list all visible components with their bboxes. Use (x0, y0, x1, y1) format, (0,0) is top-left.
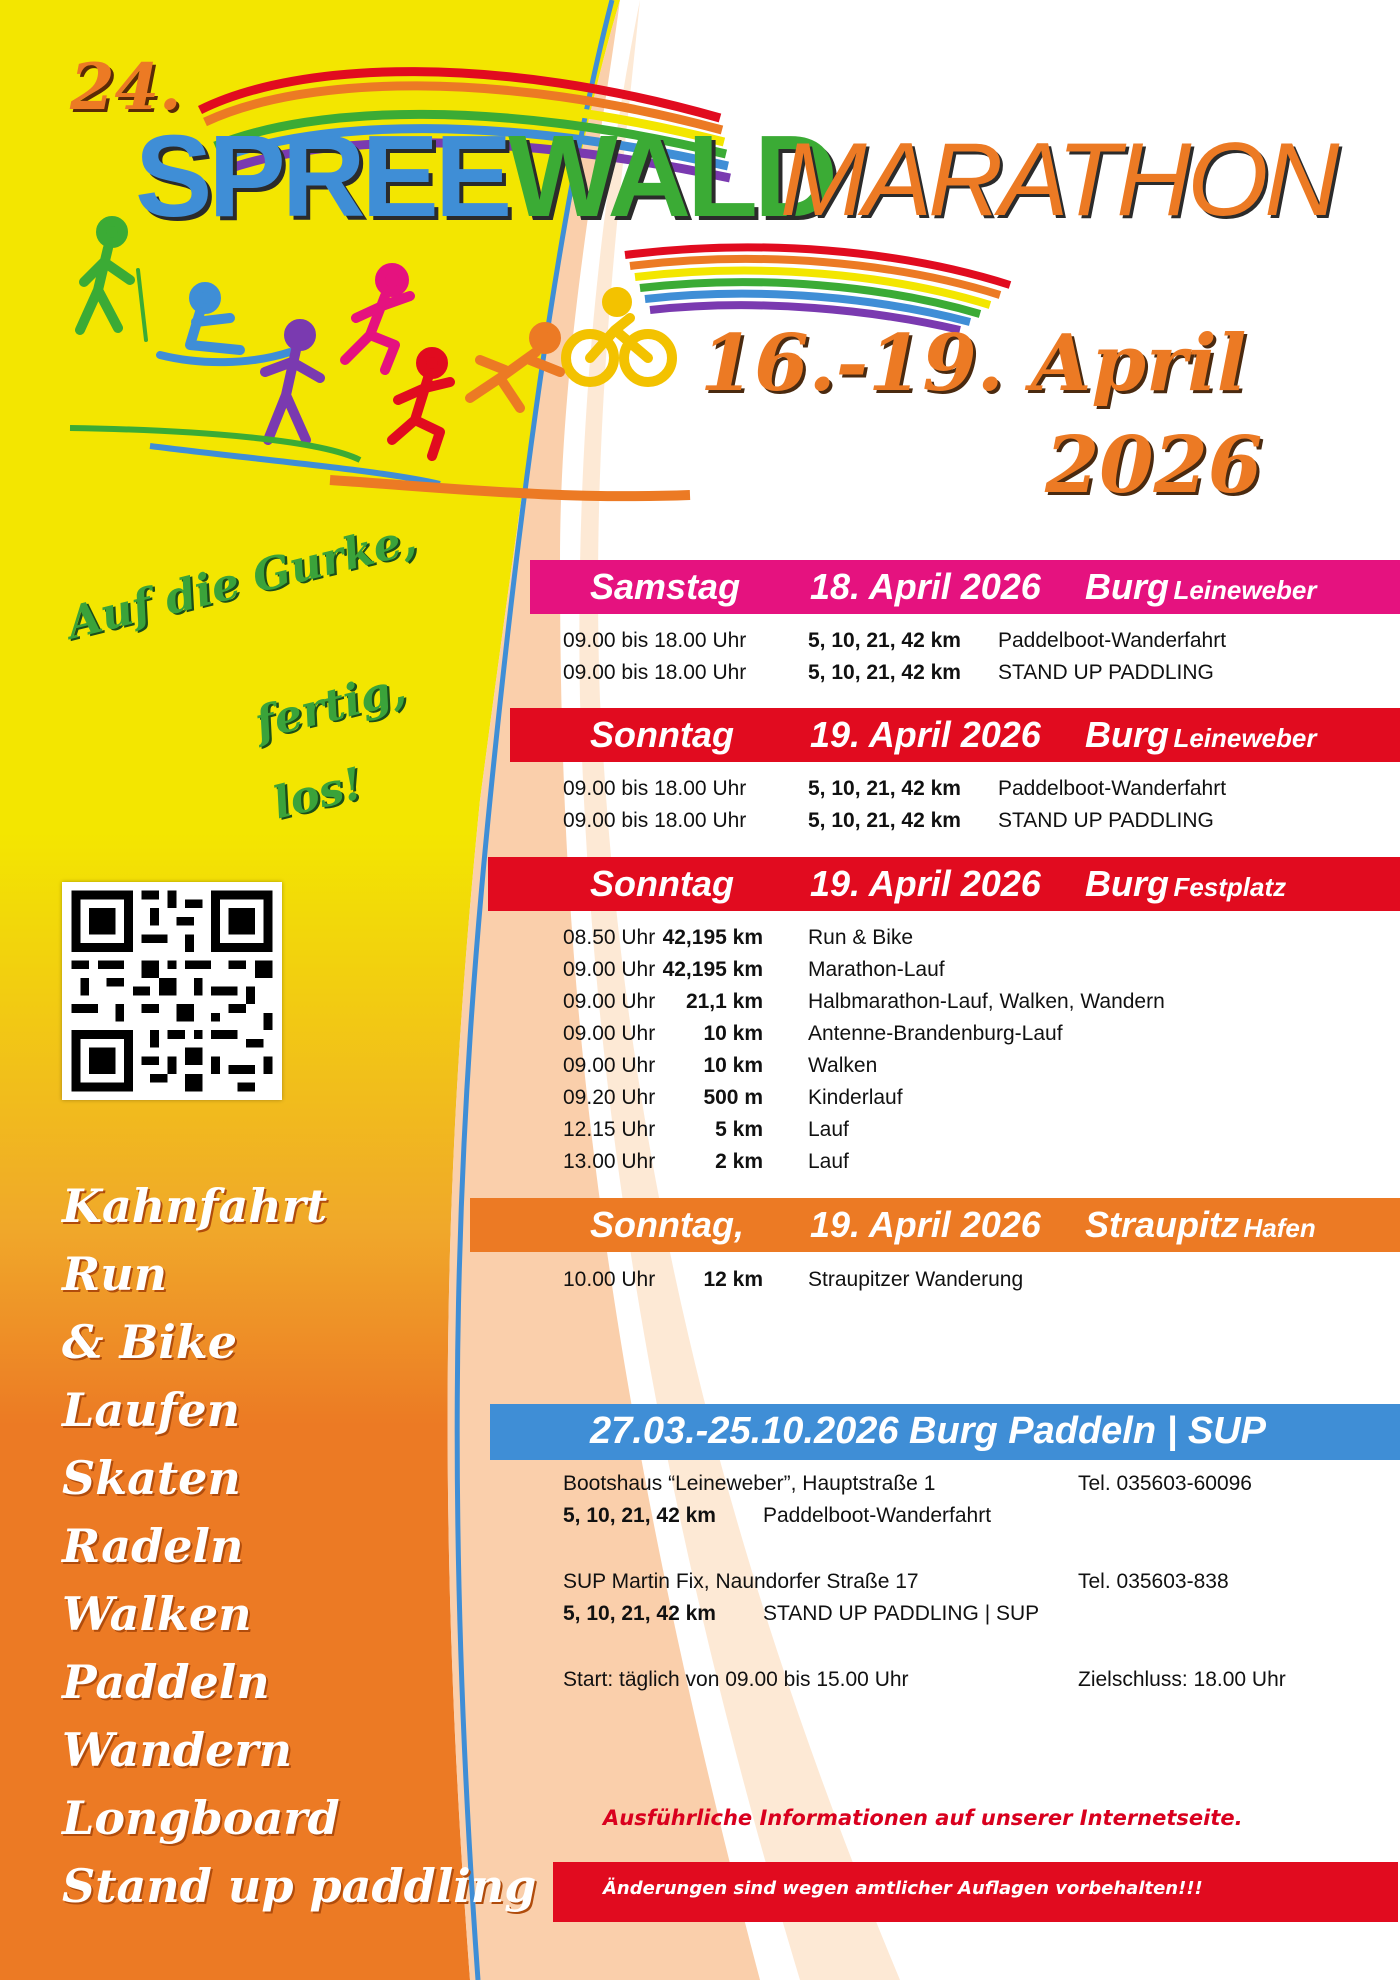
title-part-spree: SPREE (135, 111, 509, 241)
section-date: 19. April 2026 (810, 714, 1041, 755)
section-location: Straupitz (1085, 1204, 1240, 1245)
row-time: 09.00 bis 18.00 Uhr (563, 661, 747, 684)
row-time: 09.00 Uhr (563, 1054, 656, 1077)
section-sublocation: Leineweber (1173, 723, 1317, 753)
activities-list (62, 1172, 582, 1920)
row-time: 09.20 Uhr (563, 1086, 656, 1109)
venue2-address: SUP Martin Fix, Naundorfer Straße 17 (563, 1570, 919, 1593)
venue2-distance: 5, 10, 21, 42 km (563, 1602, 716, 1625)
row-distance: 42,195 km (662, 958, 763, 981)
row-distance: 5 km (715, 1118, 763, 1141)
section-header-sunday-straupitz (470, 1198, 1400, 1252)
venue1-address: Bootshaus “Leineweber”, Hauptstraße 1 (563, 1472, 936, 1495)
section-location: Burg (1085, 714, 1169, 755)
row-distance: 5, 10, 21, 42 km (808, 661, 961, 684)
activity-item: Longboard (62, 1791, 340, 1845)
activity-item: Kahnfahrt (62, 1179, 328, 1233)
section-day: Sonntag (590, 714, 734, 755)
slogan-line-2: fertig, (250, 662, 412, 750)
activity-item: Laufen (62, 1383, 241, 1437)
finish-time: Zielschluss: 18.00 Uhr (1078, 1668, 1286, 1691)
row-event: Paddelboot-Wanderfahrt (998, 777, 1227, 800)
row-distance: 5, 10, 21, 42 km (808, 629, 961, 652)
row-event: Kinderlauf (808, 1086, 903, 1109)
event-year: 2026 (1045, 420, 1263, 511)
row-event: Antenne-Brandenburg-Lauf (808, 1022, 1063, 1045)
season-header (490, 1404, 1400, 1460)
row-time: 13.00 Uhr (563, 1150, 656, 1173)
venue2-phone: Tel. 035603-838 (1078, 1570, 1229, 1593)
row-distance: 500 m (703, 1086, 763, 1109)
season-title: 27.03.-25.10.2026 Burg Paddeln | SUP (590, 1410, 1266, 1452)
row-time: 09.00 Uhr (563, 990, 656, 1013)
section-day: Sonntag, (590, 1204, 744, 1245)
event-title (135, 111, 834, 241)
qr-code-graphic (62, 882, 282, 1100)
start-times: Start: täglich von 09.00 bis 15.00 Uhr (563, 1668, 909, 1691)
row-distance: 5, 10, 21, 42 km (808, 777, 961, 800)
row-event: Halbmarathon-Lauf, Walken, Wandern (808, 990, 1165, 1013)
section-date: 19. April 2026 (810, 1204, 1041, 1245)
row-event: Run & Bike (808, 926, 914, 949)
activity-item: Radeln (62, 1519, 244, 1573)
section-date: 19. April 2026 (810, 863, 1041, 904)
row-distance: 42,195 km (662, 926, 763, 949)
row-event: Paddelboot-Wanderfahrt (998, 629, 1227, 652)
slogan-line-3: los! (268, 758, 368, 830)
section-sublocation: Leineweber (1173, 575, 1317, 605)
row-distance: 21,1 km (685, 990, 763, 1013)
row-time: 08.50 Uhr (563, 926, 656, 949)
row-time: 09.00 bis 18.00 Uhr (563, 629, 747, 652)
title-part-marathon: MARATHON (780, 122, 1336, 238)
row-time: 09.00 bis 18.00 Uhr (563, 777, 747, 800)
section-sublocation: Festplatz (1173, 872, 1287, 902)
section-header-sunday-leineweber (510, 708, 1400, 762)
venue1-distance: 5, 10, 21, 42 km (563, 1504, 716, 1527)
row-event: Lauf (808, 1150, 849, 1173)
row-time: 10.00 Uhr (563, 1268, 656, 1291)
activity-item: Run (62, 1247, 168, 1301)
section-sublocation: Hafen (1243, 1213, 1316, 1243)
row-time: 09.00 bis 18.00 Uhr (563, 809, 747, 832)
section-header-saturday (530, 560, 1400, 614)
row-distance: 12 km (703, 1268, 763, 1291)
qr-code[interactable] (62, 882, 282, 1100)
row-event: Straupitzer Wanderung (808, 1268, 1024, 1291)
row-distance: 10 km (703, 1022, 763, 1045)
activity-item: Paddeln (62, 1655, 270, 1709)
row-event: Lauf (808, 1118, 849, 1141)
row-event: STAND UP PADDLING (998, 809, 1214, 832)
section-day: Sonntag (590, 863, 734, 904)
activity-item: & Bike (62, 1315, 238, 1369)
section-header-sunday-festplatz (488, 857, 1400, 911)
warning-bar (553, 1862, 1398, 1922)
activity-item: Stand up paddling (62, 1859, 537, 1913)
activity-item: Wandern (62, 1723, 293, 1777)
row-event: Marathon-Lauf (808, 958, 945, 981)
title-part-wald: WALD (508, 111, 834, 241)
venue1-phone: Tel. 035603-60096 (1078, 1472, 1252, 1495)
row-time: 12.15 Uhr (563, 1118, 656, 1141)
venue1-event: Paddelboot-Wanderfahrt (763, 1504, 992, 1527)
warning-note: Änderungen sind wegen amtlicher Auflagen vorbehalten!!! (603, 1878, 1203, 1899)
section-location: Burg (1085, 863, 1169, 904)
section-location: Burg (1085, 566, 1169, 607)
row-event: Walken (808, 1054, 878, 1077)
venue2-event: STAND UP PADDLING | SUP (763, 1602, 1040, 1625)
section-date: 18. April 2026 (810, 566, 1041, 607)
row-distance: 10 km (703, 1054, 763, 1077)
row-time: 09.00 Uhr (563, 958, 656, 981)
website-note: Ausführliche Informationen auf unserer Internetseite. (603, 1806, 1243, 1830)
row-distance: 5, 10, 21, 42 km (808, 809, 961, 832)
activity-item: Walken (62, 1587, 252, 1641)
activity-item: Skaten (62, 1451, 241, 1505)
event-dates: 16.-19. April (700, 318, 1247, 409)
row-time: 09.00 Uhr (563, 1022, 656, 1045)
edition-number: 24. (70, 50, 182, 125)
section-day: Samstag (590, 566, 741, 607)
row-event: STAND UP PADDLING (998, 661, 1214, 684)
slogan-line-1: Auf die Gurke, (62, 513, 422, 650)
row-distance: 2 km (715, 1150, 763, 1173)
